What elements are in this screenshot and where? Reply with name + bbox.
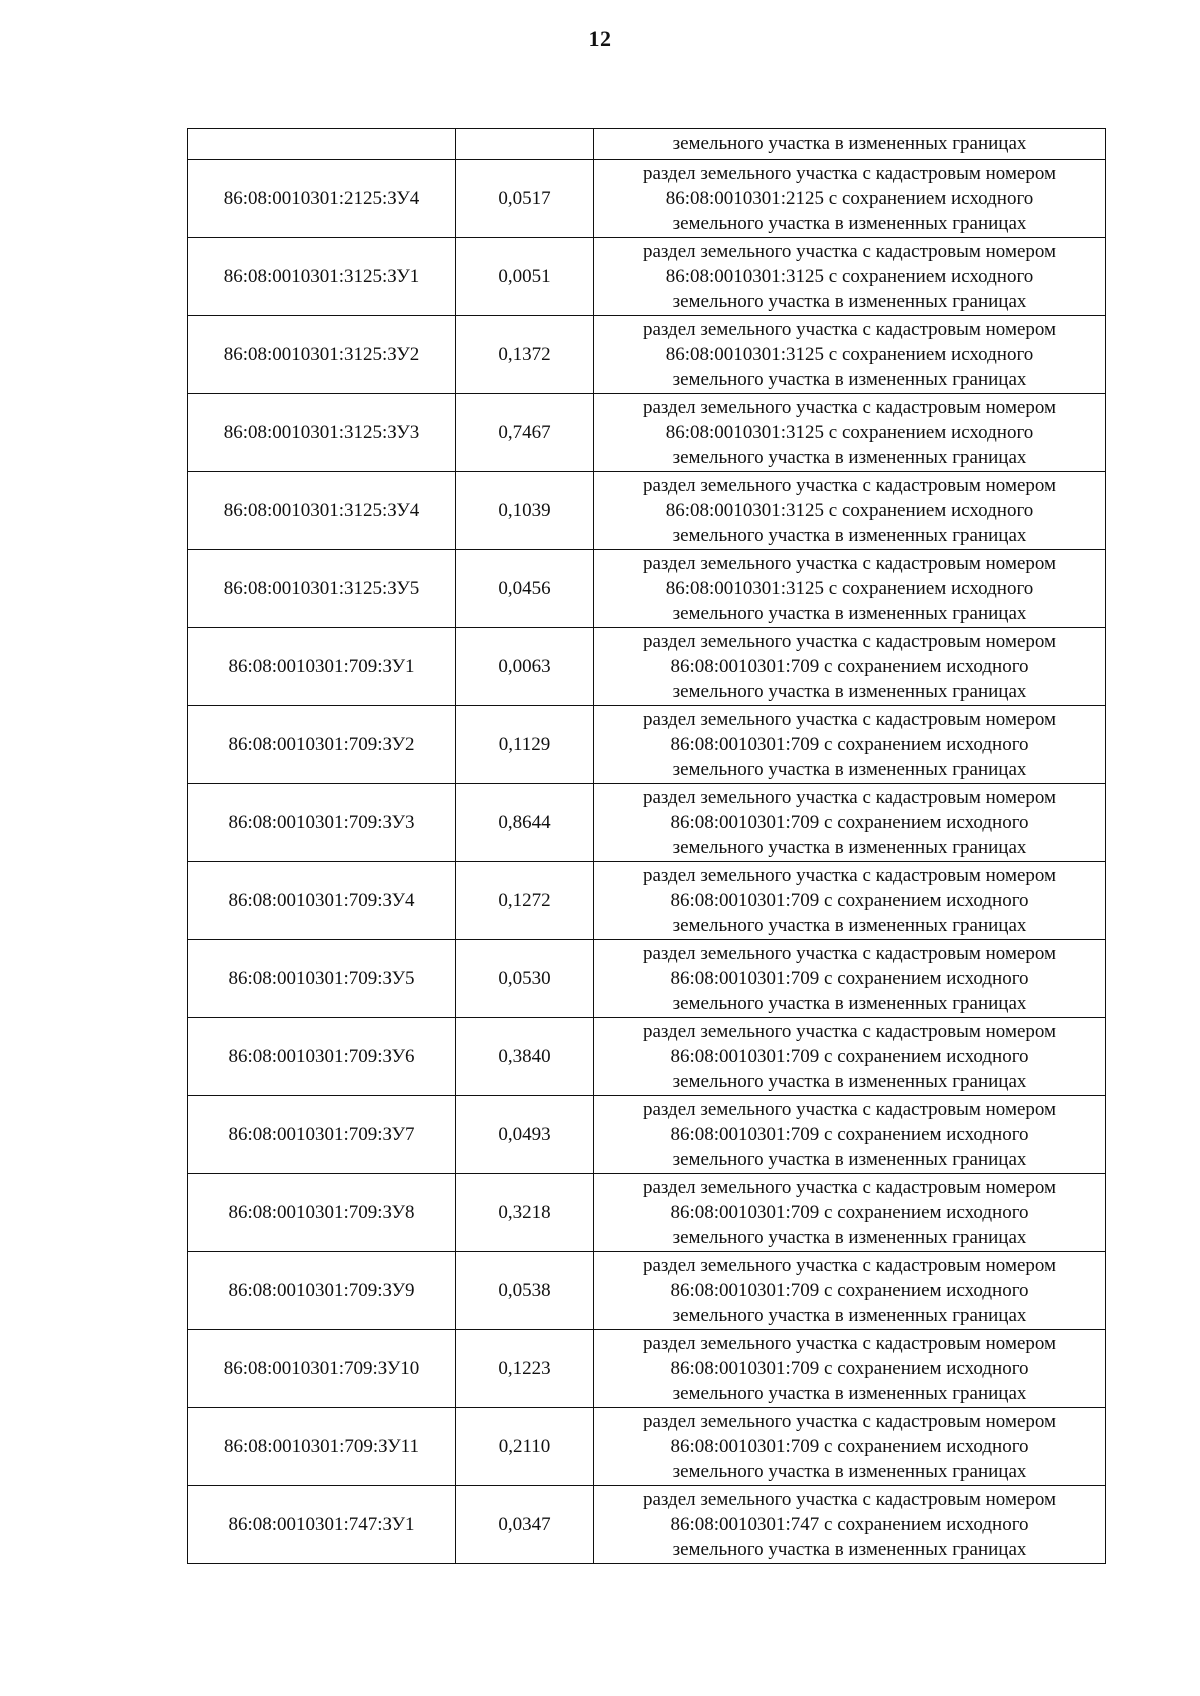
description-line: раздел земельного участка с кадастровым номером	[642, 241, 1057, 262]
description-cell	[594, 1018, 1106, 1096]
description-cell	[594, 1486, 1106, 1564]
description-line: раздел земельного участка с кадастровым номером	[642, 319, 1057, 340]
description-line: раздел земельного участка с кадастровым номером	[642, 397, 1057, 418]
table-row	[188, 316, 1106, 394]
description-line: раздел земельного участка с кадастровым номером	[642, 553, 1057, 574]
plot-number-cell: 86:08:0010301:709:ЗУ5	[188, 940, 456, 1018]
plot-number-cell: 86:08:0010301:709:ЗУ11	[188, 1408, 456, 1486]
plot-number-cell: 86:08:0010301:709:ЗУ7	[188, 1096, 456, 1174]
page-number: 12	[588, 26, 612, 51]
plot-number-cell: 86:08:0010301:709:ЗУ9	[188, 1252, 456, 1330]
description-text	[594, 239, 1105, 314]
plot-number-cell: 86:08:0010301:709:ЗУ1	[188, 628, 456, 706]
table-row	[188, 238, 1106, 316]
description-cell	[594, 1408, 1106, 1486]
description-line: земельного участка в измененных границах	[672, 525, 1027, 546]
description-text	[594, 707, 1105, 782]
description-line: раздел земельного участка с кадастровым номером	[642, 1255, 1057, 1276]
description-line: земельного участка в измененных границах	[672, 681, 1027, 702]
description-line: 86:08:0010301:709 с сохранением исходного	[670, 1436, 1029, 1457]
description-line: раздел земельного участка с кадастровым номером	[642, 709, 1057, 730]
plot-number-cell: 86:08:0010301:3125:ЗУ4	[188, 472, 456, 550]
description-text	[594, 395, 1105, 470]
table-row	[188, 784, 1106, 862]
description-line: земельного участка в измененных границах	[672, 1149, 1027, 1170]
table-body	[188, 129, 1106, 1564]
plot-number-cell: 86:08:0010301:709:ЗУ4	[188, 862, 456, 940]
description-text	[594, 785, 1105, 860]
description-cell: земельного участка в измененных границах	[594, 129, 1106, 160]
description-line: раздел земельного участка с кадастровым номером	[642, 1099, 1057, 1120]
table-row	[188, 1096, 1106, 1174]
table-row	[188, 1330, 1106, 1408]
description-text	[594, 551, 1105, 626]
description-line: раздел земельного участка с кадастровым номером	[642, 1177, 1057, 1198]
area-cell: 0,0063	[456, 628, 594, 706]
plot-number-cell: 86:08:0010301:709:ЗУ10	[188, 1330, 456, 1408]
description-line: 86:08:0010301:709 с сохранением исходного	[670, 1046, 1029, 1067]
description-text	[594, 1487, 1105, 1562]
table-row	[188, 1018, 1106, 1096]
description-line: раздел земельного участка с кадастровым номером	[642, 475, 1057, 496]
description-cell	[594, 862, 1106, 940]
description-line: 86:08:0010301:709 с сохранением исходного	[670, 1280, 1029, 1301]
description-line: раздел земельного участка с кадастровым номером	[642, 1021, 1057, 1042]
area-cell: 0,0051	[456, 238, 594, 316]
table-row	[188, 1408, 1106, 1486]
description-line: земельного участка в измененных границах	[672, 915, 1027, 936]
description-cell	[594, 706, 1106, 784]
description-line: раздел земельного участка с кадастровым номером	[642, 1411, 1057, 1432]
table-row	[188, 550, 1106, 628]
plot-number-cell: 86:08:0010301:3125:ЗУ2	[188, 316, 456, 394]
table-row-continuation	[188, 129, 1106, 160]
description-cell	[594, 394, 1106, 472]
description-line: 86:08:0010301:3125 с сохранением исходного	[665, 266, 1034, 287]
table-row	[188, 706, 1106, 784]
description-cell	[594, 1174, 1106, 1252]
description-cell	[594, 628, 1106, 706]
area-cell: 0,8644	[456, 784, 594, 862]
description-line: 86:08:0010301:709 с сохранением исходного	[670, 656, 1029, 677]
description-cell	[594, 238, 1106, 316]
table-row	[188, 1486, 1106, 1564]
description-text	[594, 1097, 1105, 1172]
land-plots-table	[187, 128, 1106, 1564]
description-line: 86:08:0010301:709 с сохранением исходного	[670, 968, 1029, 989]
area-cell: 0,0538	[456, 1252, 594, 1330]
plot-number-cell	[188, 129, 456, 160]
area-cell: 0,0493	[456, 1096, 594, 1174]
plot-number-cell: 86:08:0010301:3125:ЗУ1	[188, 238, 456, 316]
description-line: земельного участка в измененных границах	[672, 837, 1027, 858]
description-line: земельного участка в измененных границах	[672, 447, 1027, 468]
description-text	[594, 863, 1105, 938]
plot-number-cell: 86:08:0010301:709:ЗУ6	[188, 1018, 456, 1096]
description-line: раздел земельного участка с кадастровым номером	[642, 163, 1057, 184]
description-line: земельного участка в измененных границах	[672, 759, 1027, 780]
area-cell	[456, 129, 594, 160]
description-text	[594, 473, 1105, 548]
description-text	[594, 1253, 1105, 1328]
description-cell	[594, 472, 1106, 550]
description-line: 86:08:0010301:3125 с сохранением исходного	[665, 344, 1034, 365]
description-line: земельного участка в измененных границах	[672, 993, 1027, 1014]
table-row	[188, 628, 1106, 706]
plot-number-cell: 86:08:0010301:3125:ЗУ5	[188, 550, 456, 628]
area-cell: 0,0530	[456, 940, 594, 1018]
description-line: 86:08:0010301:709 с сохранением исходного	[670, 812, 1029, 833]
description-line: раздел земельного участка с кадастровым номером	[642, 865, 1057, 886]
description-cell	[594, 940, 1106, 1018]
description-line: 86:08:0010301:747 с сохранением исходного	[670, 1514, 1029, 1535]
description-line: 86:08:0010301:709 с сохранением исходного	[670, 1202, 1029, 1223]
description-cell	[594, 1330, 1106, 1408]
description-line: 86:08:0010301:709 с сохранением исходного	[670, 1358, 1029, 1379]
description-text	[594, 317, 1105, 392]
description-line: земельного участка в измененных границах	[672, 369, 1027, 390]
area-cell: 0,1129	[456, 706, 594, 784]
table-row	[188, 940, 1106, 1018]
description-text	[594, 1409, 1105, 1484]
description-line: земельного участка в измененных границах	[672, 1383, 1027, 1404]
description-line: 86:08:0010301:709 с сохранением исходного	[670, 1124, 1029, 1145]
description-line: земельного участка в измененных границах	[672, 1539, 1027, 1560]
description-line: раздел земельного участка с кадастровым номером	[642, 631, 1057, 652]
description-text	[594, 941, 1105, 1016]
table-row	[188, 160, 1106, 238]
description-text	[594, 1019, 1105, 1094]
description-text	[594, 161, 1105, 236]
description-line: раздел земельного участка с кадастровым номером	[642, 943, 1057, 964]
description-line: 86:08:0010301:3125 с сохранением исходного	[665, 422, 1034, 443]
description-line: земельного участка в измененных границах	[672, 1227, 1027, 1248]
plot-number-cell: 86:08:0010301:709:ЗУ3	[188, 784, 456, 862]
description-line: 86:08:0010301:2125 с сохранением исходного	[665, 188, 1034, 209]
description-line: раздел земельного участка с кадастровым номером	[642, 1489, 1057, 1510]
description-cell	[594, 550, 1106, 628]
description-cell	[594, 1096, 1106, 1174]
description-line: 86:08:0010301:709 с сохранением исходного	[670, 890, 1029, 911]
description-line: 86:08:0010301:3125 с сохранением исходного	[665, 578, 1034, 599]
description-cell	[594, 316, 1106, 394]
plot-number-cell: 86:08:0010301:709:ЗУ8	[188, 1174, 456, 1252]
description-line: раздел земельного участка с кадастровым номером	[642, 1333, 1057, 1354]
description-cell	[594, 160, 1106, 238]
description-text	[594, 629, 1105, 704]
area-cell: 0,7467	[456, 394, 594, 472]
description-text	[594, 1175, 1105, 1250]
description-text	[594, 1331, 1105, 1406]
plot-number-cell: 86:08:0010301:747:ЗУ1	[188, 1486, 456, 1564]
description-line: земельного участка в измененных границах	[672, 291, 1027, 312]
description-cell	[594, 1252, 1106, 1330]
table-row	[188, 862, 1106, 940]
description-line: 86:08:0010301:3125 с сохранением исходного	[665, 500, 1034, 521]
table-row	[188, 394, 1106, 472]
description-line: земельного участка в измененных границах	[672, 1461, 1027, 1482]
area-cell: 0,1039	[456, 472, 594, 550]
area-cell: 0,3218	[456, 1174, 594, 1252]
table-row	[188, 1252, 1106, 1330]
description-line: 86:08:0010301:709 с сохранением исходного	[670, 734, 1029, 755]
plot-number-cell: 86:08:0010301:709:ЗУ2	[188, 706, 456, 784]
area-cell: 0,0347	[456, 1486, 594, 1564]
plot-number-cell: 86:08:0010301:3125:ЗУ3	[188, 394, 456, 472]
description-line: земельного участка в измененных границах	[672, 1071, 1027, 1092]
area-cell: 0,3840	[456, 1018, 594, 1096]
description-line: земельного участка в измененных границах	[672, 213, 1027, 234]
description-line: раздел земельного участка с кадастровым номером	[642, 787, 1057, 808]
area-cell: 0,1372	[456, 316, 594, 394]
area-cell: 0,0456	[456, 550, 594, 628]
area-cell: 0,1272	[456, 862, 594, 940]
description-line: земельного участка в измененных границах	[672, 603, 1027, 624]
description-cell	[594, 784, 1106, 862]
description-line: земельного участка в измененных границах	[672, 1305, 1027, 1326]
area-cell: 0,1223	[456, 1330, 594, 1408]
area-cell: 0,0517	[456, 160, 594, 238]
table-row	[188, 472, 1106, 550]
table-row	[188, 1174, 1106, 1252]
area-cell: 0,2110	[456, 1408, 594, 1486]
plot-number-cell: 86:08:0010301:2125:ЗУ4	[188, 160, 456, 238]
